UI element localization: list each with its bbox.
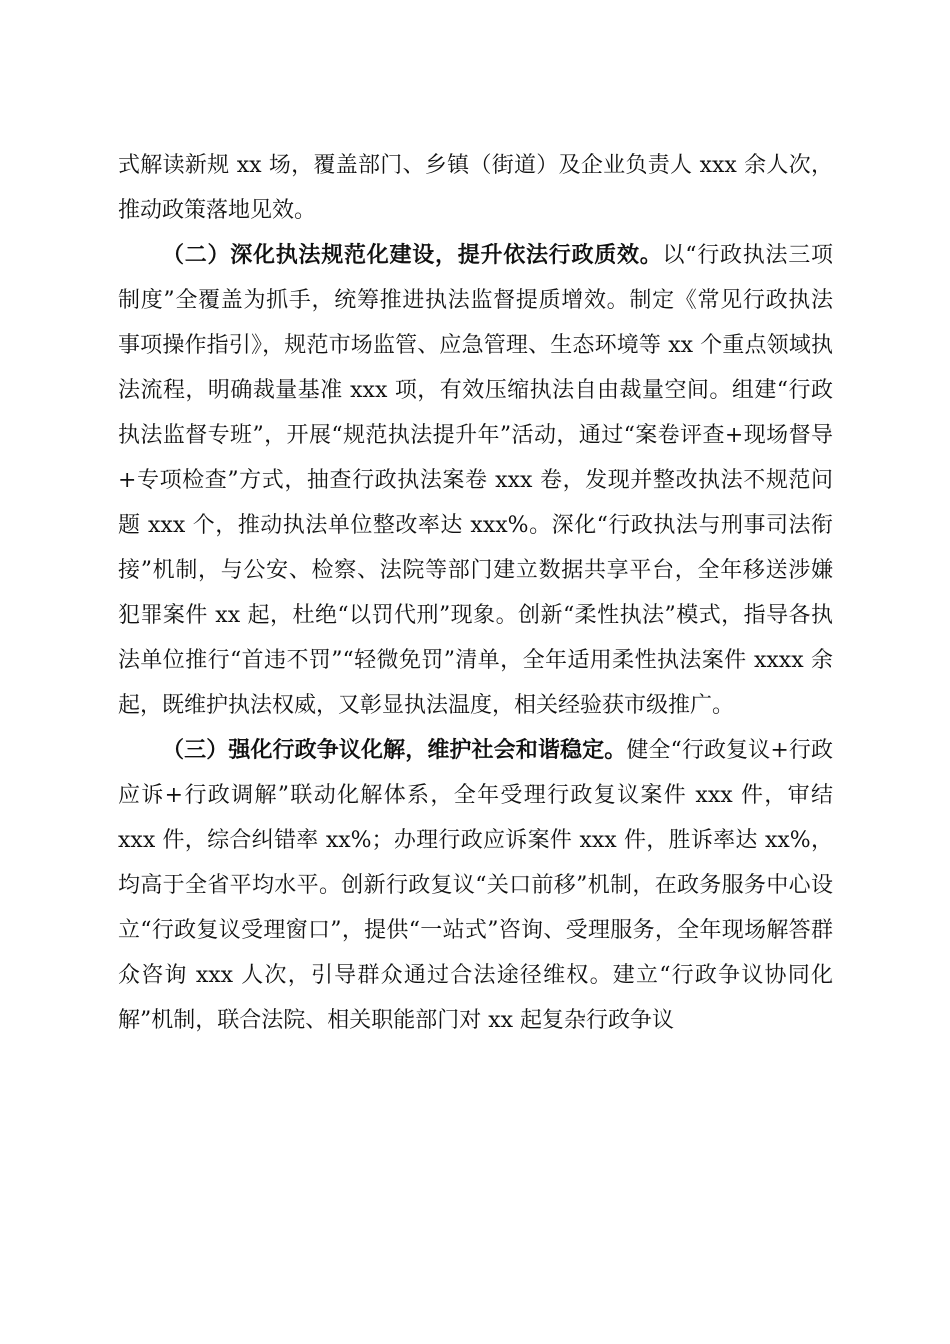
- paragraph-2-text: 以“行政执法三项制度”全覆盖为抓手，统筹推进执法监督提质增效。制定《常见行政执法事项操作指引》，规范市场监管、应急管理、生态环境等 xx 个重点领域执法流程，明确裁量基准 xxx 项，有效压缩执法自由裁量空间。组建“行政执法监督专班”，开展“规范执法提升年”活动，通过“案卷评查+现场督导+专项检查”方式，抽查行政执法案卷 xxx 卷，发现并整改执法不规范问题 xxx 个，推动执法单位整改率达 xxx%。深化“行政执法与刑事司法衔接”机制，与公安、检察、法院等部门建立数据共享平台，全年移送涉嫌犯罪案件 xx 起，杜绝“以罚代刑”现象。创新“柔性执法”模式，指导各执法单位推行“首违不罚”“轻微免罚”清单，全年适用柔性执法案件 xxxx 余起，既维护执法权威，又彰显执法温度，相关经验获市级推广。: [118, 243, 833, 718]
- section-heading-3: （三）强化行政争议化解，维护社会和谐稳定。: [162, 737, 627, 763]
- paragraph-3: [118, 728, 833, 1043]
- paragraph-3-text: 健全“行政复议+行政应诉+行政调解”联动化解体系，全年受理行政复议案件 xxx 件，审结 xxx 件，综合纠错率 xx%；办理行政应诉案件 xxx 件，胜诉率达 xx%，均高于全省平均水平。创新行政复议“关口前移”机制，在政务服务中心设立“行政复议受理窗口”，提供“一站式”咨询、受理服务，全年现场解答群众咨询 xxx 人次，引导群众通过合法途径维权。建立“行政争议协同化解”机制，联合法院、相关职能部门对 xx 起复杂行政争议: [118, 738, 833, 1033]
- paragraph-1-text: 式解读新规 xx 场，覆盖部门、乡镇（街道）及企业负责人 xxx 余人次，推动政策落地见效。: [118, 153, 833, 223]
- section-heading-2: （二）深化执法规范化建设，提升依法行政质效。: [162, 242, 663, 268]
- document-body: [118, 143, 833, 1043]
- paragraph-1: [118, 143, 833, 233]
- paragraph-2: [118, 233, 833, 728]
